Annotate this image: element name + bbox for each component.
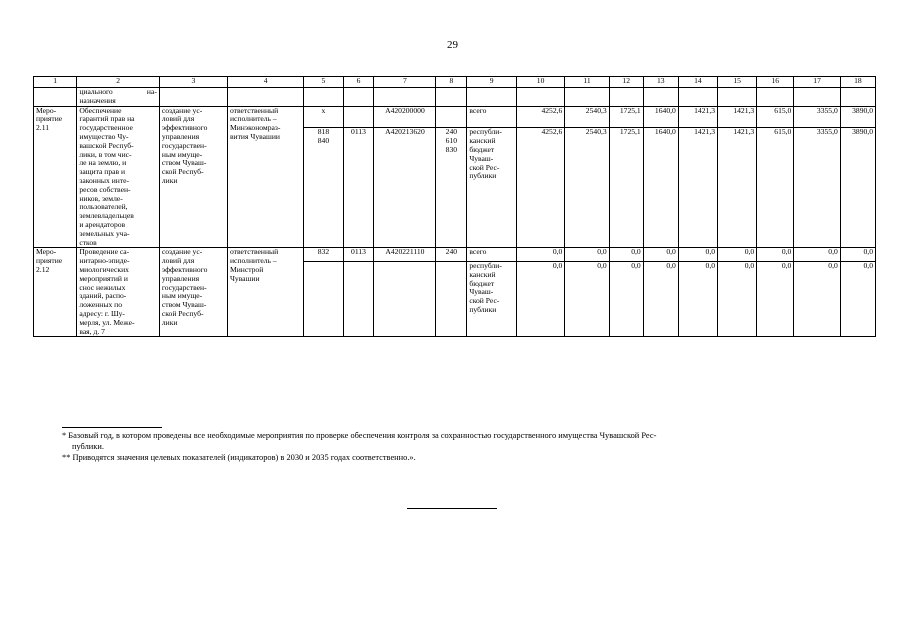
value-cell: 1640,0 [643, 128, 678, 248]
measure-id-cell-line: Меро- [36, 106, 57, 115]
measure-name-cell-line: землевладельцев [79, 211, 134, 221]
value-cell: 1725,1 [609, 128, 643, 248]
grbs-cell: x [304, 106, 343, 128]
column-header: 14 [678, 77, 717, 88]
value-cell: 0,0 [718, 248, 757, 262]
value-cell: 0,0 [643, 248, 678, 262]
target-article-cell: А420221110 [374, 248, 436, 262]
footnotes [62, 430, 852, 463]
funding-source-cell-line: Чуваш- [469, 153, 494, 163]
value-cell: 0,0 [757, 248, 794, 262]
value-cell: 0,0 [757, 262, 794, 337]
expense-type-cell: 240 [436, 248, 467, 262]
value-cell: 0,0 [840, 248, 875, 262]
measure-goal-cell-line: управления [161, 131, 200, 141]
funding-source-cell-line: всего [469, 247, 487, 257]
value-cell: 0,0 [516, 248, 564, 262]
table-row-continuation [34, 88, 876, 107]
grbs-cell: 832 [304, 248, 343, 262]
value-cell: 2540,3 [565, 128, 609, 248]
value-cell: 3355,0 [794, 106, 840, 128]
funding-source-cell [467, 262, 517, 337]
footnote-separator [62, 427, 162, 428]
section-cell [343, 106, 374, 128]
measure-name-cell-line: зданий, распо- [79, 291, 127, 301]
column-header: 12 [609, 77, 643, 88]
measure-id-cell [34, 106, 77, 248]
column-header: 9 [467, 77, 517, 88]
funding-source-cell-line: канский [469, 269, 496, 279]
measure-name-cell-line: миологических [79, 264, 129, 274]
value-cell: 0,0 [643, 262, 678, 337]
measure-id-cell-line: Меро- [36, 247, 57, 257]
measure-name-cell-line: лики, в том чис- [79, 149, 132, 159]
expense-type-cell-line: 240 [445, 127, 458, 137]
expense-type-cell [436, 128, 467, 248]
value-cell: 0,0 [565, 248, 609, 262]
measure-name-cell-line: Обеспечение [79, 106, 122, 115]
column-header: 10 [516, 77, 564, 88]
value-cell: 0,0 [565, 262, 609, 337]
measure-name-cell-line: ле на землю, и [79, 158, 127, 168]
measure-name-cell-line: и арендаторов [79, 219, 126, 229]
measure-goal-cell-line: создание ус- [161, 106, 203, 115]
value-cell: 3890,0 [840, 106, 875, 128]
value-cell: 0,0 [678, 262, 717, 337]
page-number: 29 [447, 39, 458, 51]
footnote-text: ** Приводятся значения целевых показателей (индикаторов) в 2030 и 2035 годах соответственно.». [62, 453, 416, 463]
footnote-text: * Базовый год, в котором проведены все необходимые мероприятия по проверке обеспечения контроля за сохранностью государственного имущества Чувашской Рес- [62, 431, 657, 440]
measure-goal-cell-line: лики [161, 317, 178, 327]
measure-name-cell-line: нитарно-эпиде- [79, 256, 130, 266]
value-cell: 3355,0 [794, 128, 840, 248]
measure-goal-cell-line: ской Респуб- [161, 167, 204, 177]
value-cell: 4252,6 [516, 128, 564, 248]
executor-cell [227, 248, 303, 337]
table-row [34, 106, 876, 128]
measure-name-cell-line: ников, земле- [79, 193, 123, 203]
measure-id-cell-line: приятие [36, 114, 63, 124]
measure-goal-cell-line: лики [161, 175, 178, 185]
measure-goal-cell-line: управления [161, 273, 200, 283]
measure-goal-cell-line: ным имуще- [161, 149, 203, 159]
measure-name-cell-line: пользователей, [79, 202, 128, 212]
value-cell: 1640,0 [643, 106, 678, 128]
measure-name-cell-line: вая, д. 7 [79, 326, 105, 336]
expense-type-cell [436, 262, 467, 337]
measure-name-cell-line: мерля, ул. Межe- [79, 317, 135, 327]
measure-name-cell-line: стков [79, 237, 97, 247]
measure-name-cell-line: снос нежилых [79, 282, 126, 292]
funding-source-cell-line: республи- [469, 261, 502, 271]
value-cell: 0,0 [794, 262, 840, 337]
funding-source-cell-line: публики [469, 171, 497, 181]
footnote-text: публики. [72, 442, 104, 452]
funding-source-cell-line: Чуваш- [469, 287, 494, 297]
value-cell: 0,0 [718, 262, 757, 337]
value-cell: 3890,0 [840, 128, 875, 248]
table-row [34, 248, 876, 262]
funding-source-cell-line: бюджет [469, 278, 495, 288]
value-cell: 0,0 [609, 248, 643, 262]
grbs-cell-line: 818 [317, 127, 330, 137]
column-header: 15 [718, 77, 757, 88]
measure-goal-cell-line: эффективного [161, 264, 208, 274]
measure-goal-cell-line: эффективного [161, 123, 208, 133]
end-separator [407, 508, 497, 509]
grbs-cell [304, 262, 343, 337]
table-header-row [34, 77, 876, 88]
measure-name-cell-line: адресу: г. Шу- [79, 308, 125, 318]
footnote-2 [62, 452, 852, 463]
funding-source-cell-line: республи- [469, 127, 502, 137]
measure-goal-cell-line: ловий для [161, 256, 195, 266]
measure-name-cell-line: ложенных по [79, 300, 123, 310]
measure-goal-cell-line: государствен- [161, 140, 207, 150]
funding-source-cell-line: публики [469, 305, 497, 315]
column-header: 13 [643, 77, 678, 88]
measure-goal-cell [159, 106, 227, 248]
value-cell: 1725,1 [609, 106, 643, 128]
continued-name-text: назначения [79, 95, 116, 105]
value-cell: 615,0 [757, 106, 794, 128]
measure-name-cell-line: мероприятий и [79, 273, 128, 283]
column-header: 1 [34, 77, 77, 88]
measure-name-cell [77, 106, 160, 248]
column-header: 2 [77, 77, 160, 88]
measure-name-cell [77, 248, 160, 337]
measure-goal-cell-line: ством Чуваш- [161, 300, 207, 310]
executor-cell-line: Чувашии [229, 273, 260, 283]
column-header: 3 [159, 77, 227, 88]
value-cell: 0,0 [609, 262, 643, 337]
measure-goal-cell-line: ской Респуб- [161, 308, 204, 318]
grbs-cell [304, 128, 343, 248]
column-header: 8 [436, 77, 467, 88]
section-cell: 0113 [343, 248, 374, 262]
target-article-cell: А420200000 [374, 106, 436, 128]
measure-goal-cell-line: ловий для [161, 114, 195, 124]
column-header: 5 [304, 77, 343, 88]
target-article-cell [374, 262, 436, 337]
executor-cell-line: исполнитель – [229, 256, 277, 266]
measure-name-cell-line: имущество Чу- [79, 131, 129, 141]
column-header: 11 [565, 77, 609, 88]
measure-goal-cell-line: создание ус- [161, 247, 203, 257]
continued-name-text: циального [79, 87, 113, 96]
measure-name-cell-line: земельных уча- [79, 228, 130, 238]
funding-source-cell-line: ской Рес- [469, 162, 500, 172]
funding-source-cell-line: ской Рес- [469, 296, 500, 306]
column-header: 16 [757, 77, 794, 88]
expense-type-cell [436, 106, 467, 128]
funding-source-cell [467, 248, 517, 262]
funding-source-cell [467, 128, 517, 248]
executor-cell-line: исполнитель – [229, 114, 277, 124]
value-cell: 0,0 [678, 248, 717, 262]
value-cell: 1421,3 [678, 106, 717, 128]
funding-source-cell-line: канский [469, 136, 496, 146]
executor-cell-line: Минэкономраз- [229, 123, 281, 133]
measure-goal-cell-line: государствен- [161, 282, 207, 292]
value-cell: 0,0 [840, 262, 875, 337]
value-cell: 0,0 [794, 248, 840, 262]
measure-id-cell-line: 2.12 [36, 264, 50, 274]
measure-name-cell-line: защита прав и [79, 167, 126, 177]
section-cell [343, 262, 374, 337]
column-header: 6 [343, 77, 374, 88]
footnote-1 [62, 430, 852, 452]
funding-source-cell [467, 106, 517, 128]
executor-cell-line: ответственный [229, 106, 279, 115]
measure-goal-cell-line: ным имуще- [161, 291, 203, 301]
column-header: 7 [374, 77, 436, 88]
value-cell: 4252,6 [516, 106, 564, 128]
measure-id-cell-line: 2.11 [36, 123, 50, 133]
continued-name-cell [77, 88, 160, 107]
budget-table [33, 76, 876, 337]
value-cell: 2540,3 [565, 106, 609, 128]
column-header: 17 [794, 77, 840, 88]
expense-type-cell-line: 610 [445, 136, 458, 146]
continued-name-text-b: на- [146, 87, 157, 96]
value-cell: 1421,3 [718, 106, 757, 128]
value-cell: 1421,3 [678, 128, 717, 248]
measure-id-cell [34, 248, 77, 337]
expense-type-cell-line: 830 [445, 145, 458, 155]
executor-cell [227, 106, 303, 248]
measure-goal-cell [159, 248, 227, 337]
measure-name-cell-line: вашской Респуб- [79, 140, 134, 150]
measure-goal-cell-line: ством Чуваш- [161, 158, 207, 168]
measure-name-cell-line: государственное [79, 123, 133, 133]
measure-name-cell-line: законных инте- [79, 175, 130, 185]
measure-name-cell-line: ресов собствен- [79, 184, 131, 194]
value-cell: 615,0 [757, 128, 794, 248]
executor-cell-line: Минстрой [229, 264, 264, 274]
measure-name-cell-line: гарантий прав на [79, 114, 135, 124]
value-cell: 1421,3 [718, 128, 757, 248]
target-article-cell: А420213620 [374, 128, 436, 248]
executor-cell-line: ответственный [229, 247, 279, 257]
funding-source-cell-line: бюджет [469, 145, 495, 155]
grbs-cell-line: 840 [317, 136, 330, 146]
measure-name-cell-line: Проведение са- [79, 247, 130, 257]
funding-source-cell-line: всего [469, 106, 487, 115]
column-header: 18 [840, 77, 875, 88]
executor-cell-line: вития Чувашии [229, 131, 280, 141]
value-cell: 0,0 [516, 262, 564, 337]
column-header: 4 [227, 77, 303, 88]
section-cell: 0113 [343, 128, 374, 248]
measure-id-cell-line: приятие [36, 256, 63, 266]
